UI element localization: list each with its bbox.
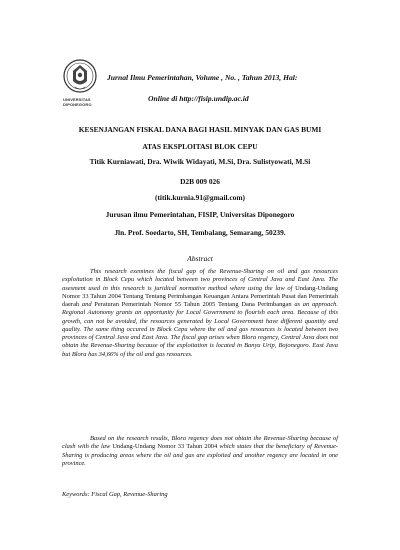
abstract-text: and bbox=[79, 301, 95, 308]
abstract-text: Based on the research results, Blora regency does not obtain the Revenue-Sharing because of clash with the law bbox=[62, 435, 338, 451]
affiliation: Jurusan ilmu Pemerintahan, FISIP, Universitas Diponegoro bbox=[105, 210, 295, 219]
author-email[interactable]: (titik.kurnia.91@gmail.com) bbox=[154, 193, 245, 202]
undip-seal-icon bbox=[63, 57, 97, 97]
logo-caption: UNIVERSITAS DIPONEGORO bbox=[63, 97, 92, 107]
affiliation-address: Jln. Prof. Soedarto, SH, Tembalang, Semarang, 50239. bbox=[114, 228, 286, 237]
abstract-heading: Abstract bbox=[187, 254, 213, 263]
law-reference: Undang-Undang Nomor 33 Tahun 2004 Tentang Tentang Perimbangan Keuangan Antara Pemerintah Pusat dan Pemerintah daerah bbox=[62, 284, 338, 308]
abstract-paragraph-2 bbox=[62, 435, 338, 468]
online-link[interactable]: Online di http://fisip.undip.ac.id bbox=[148, 94, 249, 103]
law-reference: Undang-Undang Nomor 33 Tahun 2004 bbox=[112, 443, 218, 451]
abstract-text: This research exemines the fiscal gap of the Revenue-Sharing on oil and gas resources exploitation in Block Cepu which located between two provinces of Central Java and East Java. The asesment used in this research is juridical normative method where using the law of bbox=[62, 268, 338, 292]
abstract-text: which states that the beneficiary of Revenue-Sharing is producing areas where the oil and gas are exploited and another regency are located in one province. bbox=[62, 443, 339, 467]
author-list: Titik Kurniawati, Dra. Wiwik Widayati, M.Si, Dra. Sulistyowati, M.Si bbox=[89, 157, 311, 166]
journal-header: Jurnal Ilmu Pemerintahan, Volume , No. , Tahun 2013, Hal: bbox=[107, 73, 298, 82]
paper-title-line-1: KESENJANGAN FISKAL DANA BAGI HASIL MINYAK DAN GAS BUMI bbox=[78, 125, 322, 134]
abstract-text: as an approach. Regional Autonomy grants an opportunity for Local Government to flourish each area. Because of this growth, can not be avoided, the resources generated by Local Government have different quantity and quality. The same thing occured in Block Cepu where the oil and gas resources is located between two provinces of Central Java and East Java. The fiscal gap arises when Blora regency, Central Java does not obtain the Revenue-Sharing because of the exploitation is located in Banyu Urip, Bojonegoro. East Java but Blora has 34,66% of the oil and gas resources. bbox=[62, 301, 339, 358]
keywords: Keywords: Fiscal Gap, Revenue-Sharing bbox=[62, 491, 168, 498]
student-id: D2B 009 026 bbox=[180, 177, 220, 186]
paper-title-line-2: ATAS EKSPLOITASI BLOK CEPU bbox=[142, 142, 258, 151]
university-logo bbox=[63, 57, 97, 107]
abstract-paragraph-1 bbox=[62, 268, 338, 359]
law-reference: Peraturan Pemerintah Nomor 55 Tahun 2005 Tentang Dana Perimbangan bbox=[94, 301, 292, 308]
